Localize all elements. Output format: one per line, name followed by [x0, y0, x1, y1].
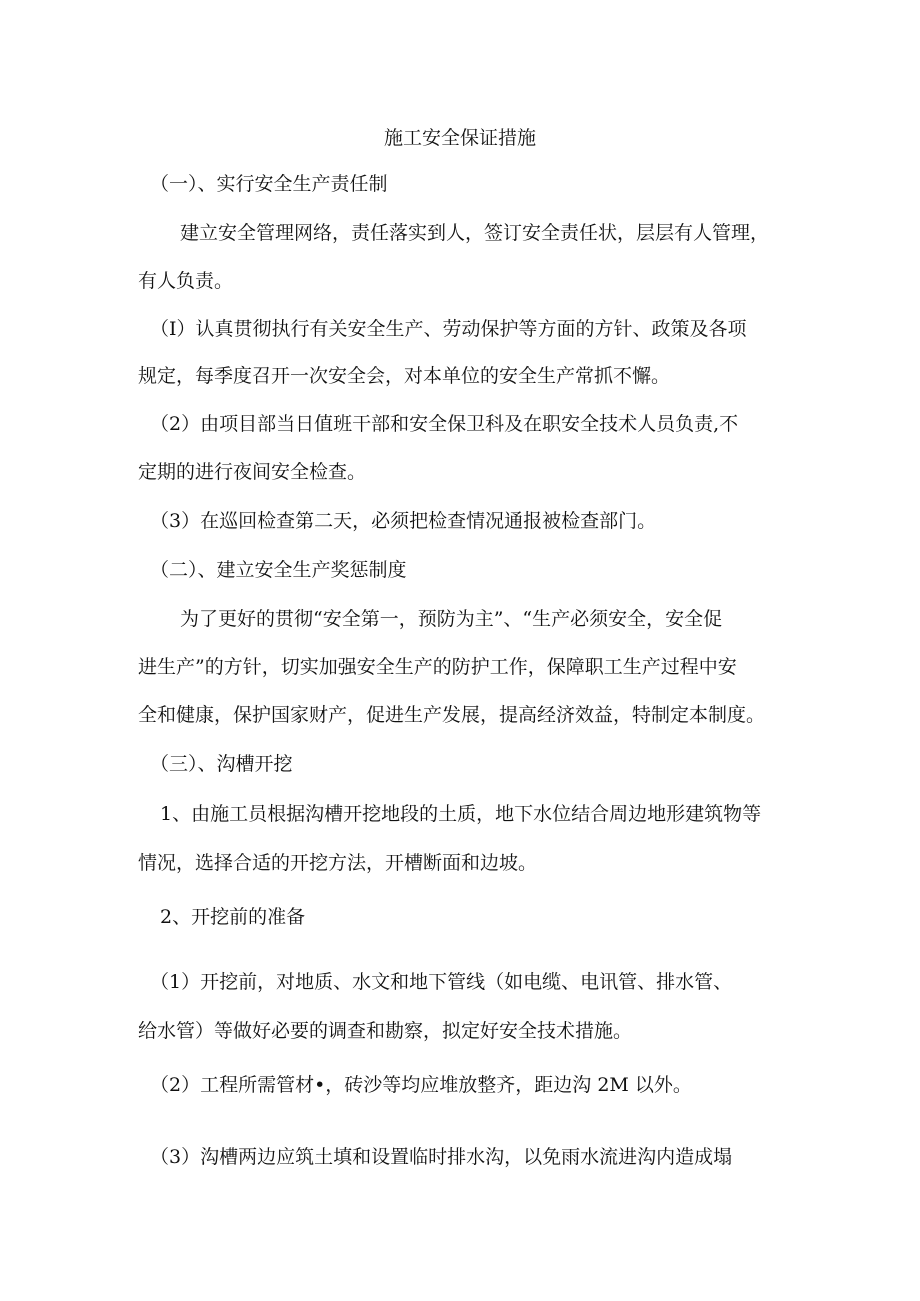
section-heading-3: （三）、沟槽开挖: [150, 753, 293, 775]
paragraph-line: 给水管）等做好必要的调查和勘察，拟定好安全技术措施。: [138, 1020, 633, 1042]
paragraph-line: 情况，选择合适的开挖方法，开槽断面和边坡。: [138, 852, 538, 874]
paragraph-line: 建立安全管理网络，责任落实到人，签订安全责任状，层层有人管理，: [180, 222, 770, 244]
paragraph-line: 1、由施工员根据沟槽开挖地段的土质，地下水位结合周边地形建筑物等: [160, 803, 762, 825]
section-heading-2: （二）、建立安全生产奖惩制度: [150, 559, 407, 581]
paragraph-line: （2）工程所需管材•，砖沙等均应堆放整齐，距边沟 2M 以外。: [150, 1074, 692, 1096]
section-heading-1: （一）、实行安全生产责任制: [150, 173, 388, 195]
paragraph-line: 规定，每季度召开一次安全会，对本单位的安全生产常抓不懈。: [138, 365, 671, 387]
paragraph-line: （1）开挖前，对地质、水文和地下管线（如电缆、电讯管、排水管、: [150, 971, 733, 993]
paragraph-line: （2）由项目部当日值班干部和安全保卫科及在职安全技术人员负责,不: [150, 413, 739, 435]
paragraph-line: 定期的进行夜间安全检查。: [138, 461, 367, 483]
paragraph-line: 有人负责。: [138, 270, 234, 292]
paragraph-line: 为了更好的贯彻“安全第一，预防为主”、“生产必须安全，安全促: [180, 608, 723, 630]
paragraph-line: （3）在巡回检查第二天，必须把检查情况通报被检查部门。: [150, 510, 657, 532]
document-title: 施工安全保证措施: [383, 127, 536, 149]
paragraph-line: （3）沟槽两边应筑土填和设置临时排水沟，以免雨水流进沟内造成塌: [150, 1146, 733, 1168]
subsection-heading: 2、开挖前的准备: [160, 906, 306, 928]
paragraph-line: 进生产”的方针，切实加强安全生产的防护工作，保障职工生产过程中安: [138, 656, 737, 678]
paragraph-line: 全和健康，保护国家财产，促进生产发展，提高经济效益，特制定本制度。: [138, 704, 766, 726]
paragraph-line: （I）认真贯彻执行有关安全生产、劳动保护等方面的方针、政策及各项: [150, 318, 747, 340]
